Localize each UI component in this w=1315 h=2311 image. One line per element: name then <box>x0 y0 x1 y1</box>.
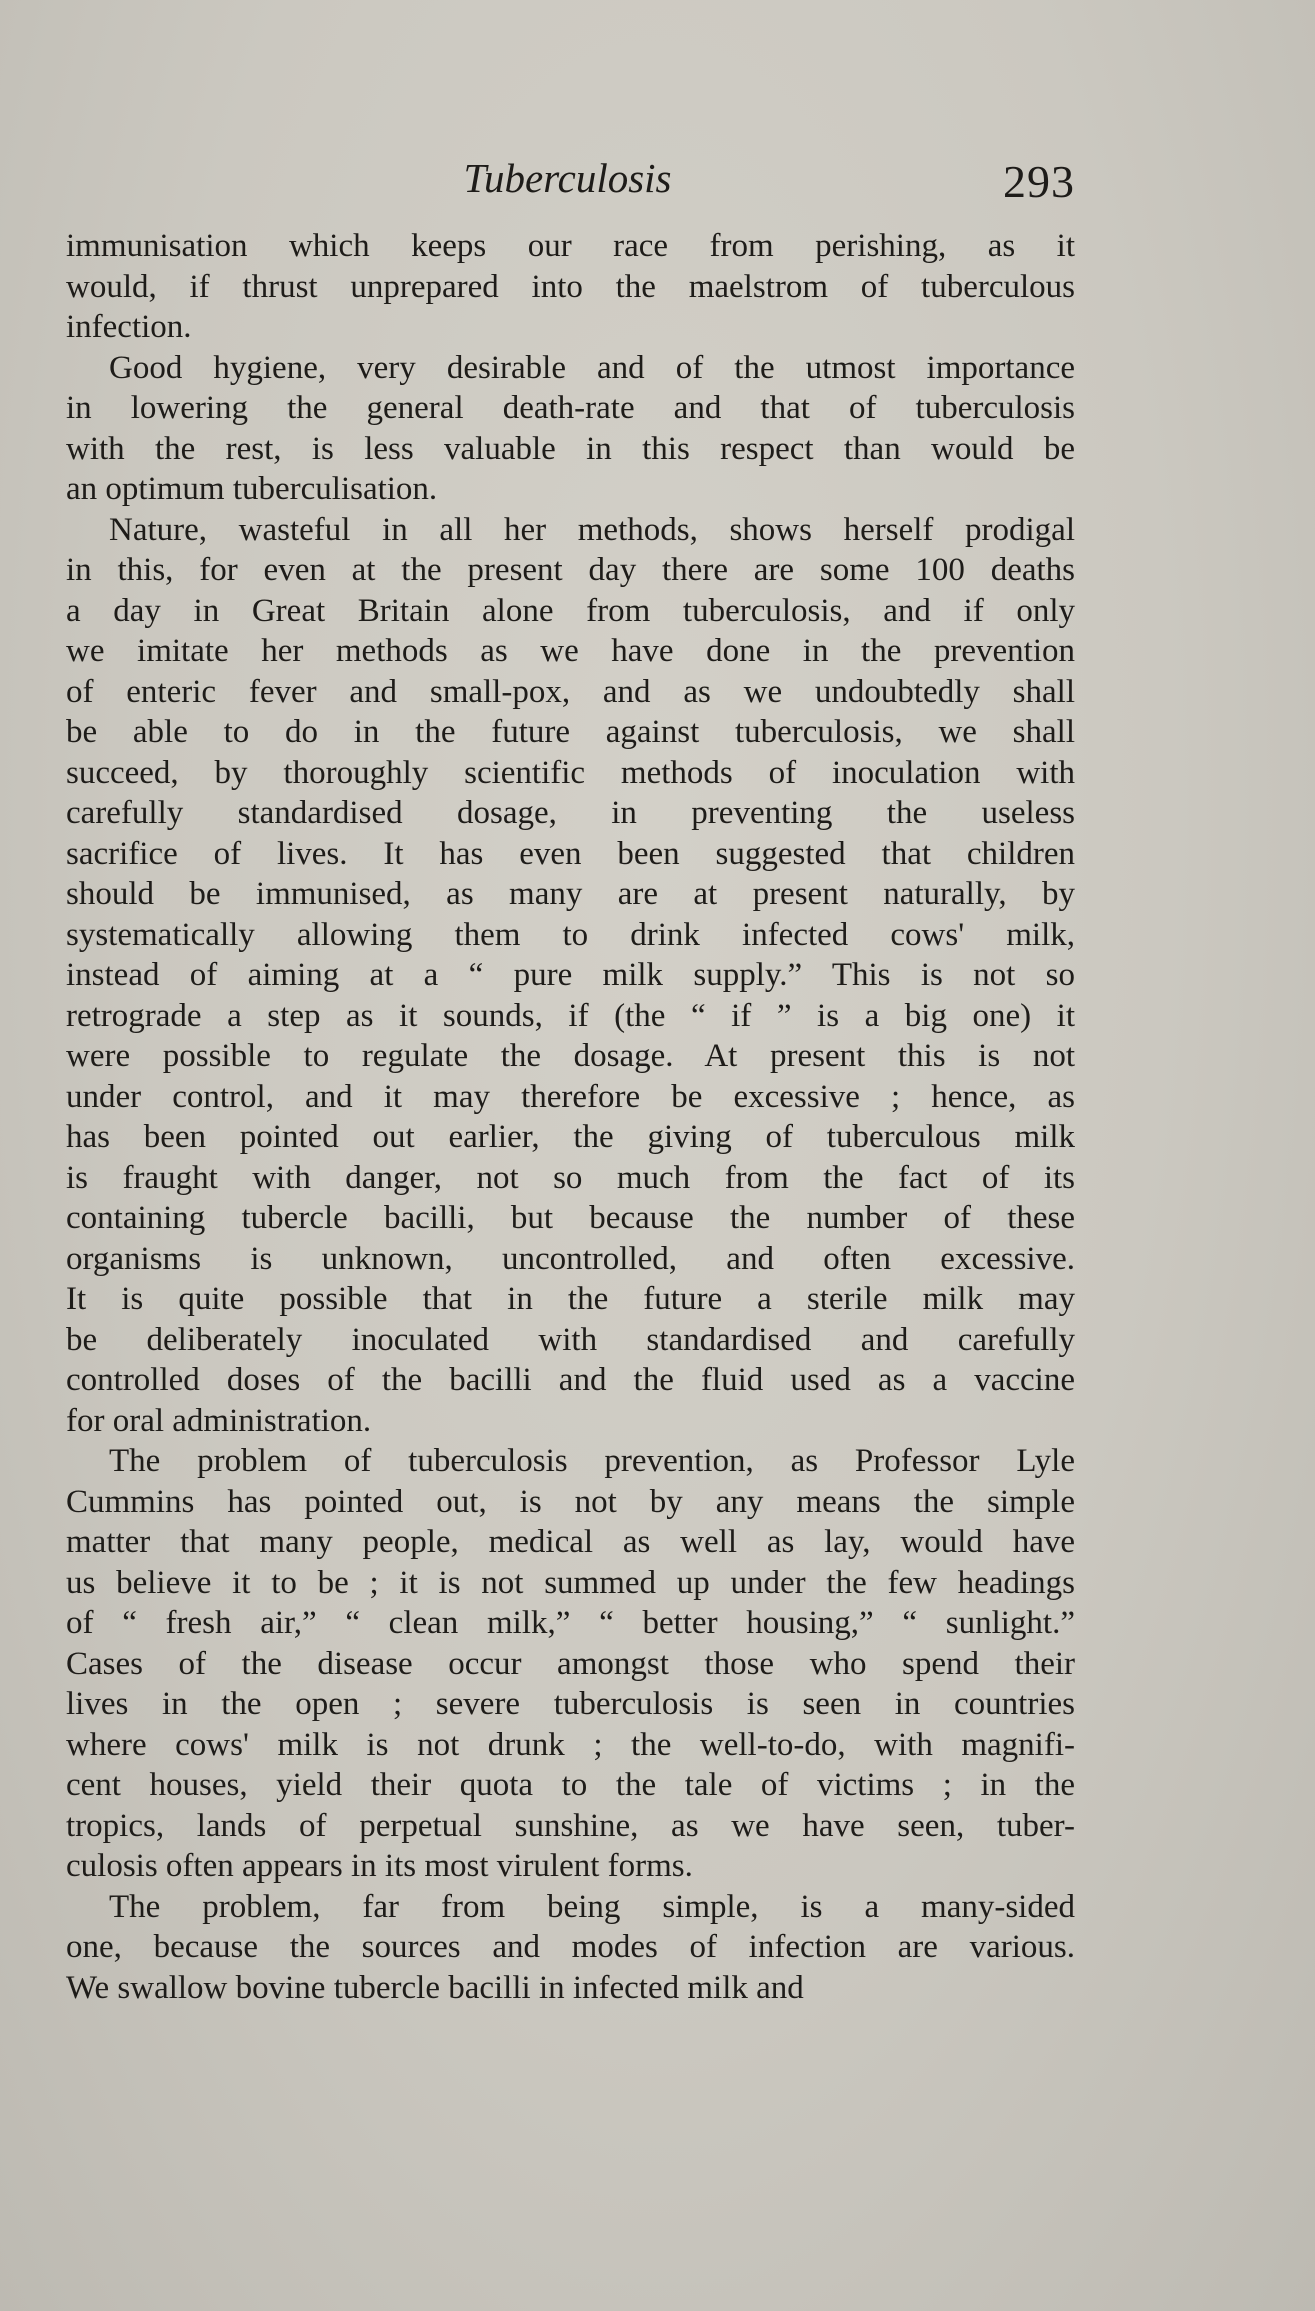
text-line: It is quite possible that in the future a sterile milk may <box>66 1281 1075 1317</box>
text-line: of enteric fever and small-pox, and as we undoubtedly shall <box>66 673 1075 710</box>
text-line: tropics, lands of perpetual sunshine, as we have seen, tuber- <box>66 1807 1075 1844</box>
text-line: is fraught with danger, not so much from the fact of its <box>66 1159 1075 1196</box>
text-line: Nature, wasteful in all her methods, shows herself prodigal <box>109 511 1075 548</box>
text-line: retrograde a step as it sounds, if (the “ if ” is a big one) it <box>66 997 1075 1034</box>
text-line: we imitate her methods as we have done in the prevention <box>66 633 1075 669</box>
text-line: in this, for even at the present day there are some 100 deaths <box>66 552 1075 588</box>
paragraph <box>66 1887 1075 2009</box>
text-line: controlled doses of the bacilli and the fluid used as a vaccine <box>66 1362 1075 1398</box>
text-line: The problem of tuberculosis prevention, as Professor Lyle <box>109 1443 1075 1479</box>
text-line: has been pointed out earlier, the giving of tuberculous milk <box>66 1119 1075 1155</box>
text-line: Cummins has pointed out, is not by any means the simple <box>66 1483 1075 1520</box>
text-line: The problem, far from being simple, is a many-sided <box>109 1888 1075 1925</box>
running-title: Tuberculosis <box>463 155 672 201</box>
text-line: organisms is unknown, uncontrolled, and often excessive. <box>66 1240 1075 1277</box>
text-line: with the rest, is less valuable in this respect than would be <box>66 430 1075 467</box>
text-line: containing tubercle bacilli, but because the number of these <box>66 1200 1075 1236</box>
text-line: immunisation which keeps our race from perishing, as it <box>66 228 1075 264</box>
text-line: instead of aiming at a “ pure milk supply.” This is not so <box>66 957 1075 993</box>
paragraph <box>66 348 1075 510</box>
text-line: be able to do in the future against tuberculosis, we shall <box>66 714 1075 750</box>
text-line: systematically allowing them to drink infected cows' milk, <box>66 916 1075 953</box>
text-line: sacrifice of lives. It has even been suggested that children <box>66 835 1075 872</box>
running-head <box>60 148 1075 208</box>
text-line: lives in the open ; severe tuberculosis is seen in countries <box>66 1686 1075 1722</box>
text-line: where cows' milk is not drunk ; the well-to-do, with magnifi- <box>66 1726 1075 1763</box>
page-number: 293 <box>1003 156 1075 207</box>
text-line: We swallow bovine tubercle bacilli in infected milk and <box>66 1969 804 2006</box>
text-line: were possible to regulate the dosage. At present this is not <box>66 1038 1075 1074</box>
text-line: one, because the sources and modes of infection are various. <box>66 1929 1075 1965</box>
text-line: succeed, by thoroughly scientific methods of inoculation with <box>66 754 1075 791</box>
paragraph <box>66 1441 1075 1887</box>
text-line: a day in Great Britain alone from tuberculosis, and if only <box>66 592 1075 629</box>
text-line: matter that many people, medical as well as lay, would have <box>66 1524 1075 1560</box>
text-line: cent houses, yield their quota to the tale of victims ; in the <box>66 1767 1075 1803</box>
text-line: should be immunised, as many are at present naturally, by <box>66 876 1075 912</box>
text-line: Cases of the disease occur amongst those who spend their <box>66 1645 1075 1682</box>
text-line: in lowering the general death-rate and that of tuberculosis <box>66 390 1075 426</box>
text-line: culosis often appears in its most virulent forms. <box>66 1848 693 1884</box>
text-line: be deliberately inoculated with standardised and carefully <box>66 1321 1075 1358</box>
body-text <box>66 226 1075 2008</box>
paragraph <box>66 510 1075 1442</box>
text-line: under control, and it may therefore be excessive ; hence, as <box>66 1078 1075 1115</box>
paragraph <box>66 226 1075 348</box>
text-line: carefully standardised dosage, in preventing the useless <box>66 795 1075 831</box>
text-line: an optimum tuberculisation. <box>66 471 438 507</box>
text-line: for oral administration. <box>66 1402 372 1439</box>
text-line: infection. <box>66 309 192 345</box>
text-line: Good hygiene, very desirable and of the utmost importance <box>109 349 1075 386</box>
text-line: us believe it to be ; it is not summed up under the few headings <box>66 1564 1075 1601</box>
text-line: of “ fresh air,” “ clean milk,” “ better housing,” “ sunlight.” <box>66 1605 1075 1641</box>
text-line: would, if thrust unprepared into the maelstrom of tuberculous <box>66 268 1075 305</box>
